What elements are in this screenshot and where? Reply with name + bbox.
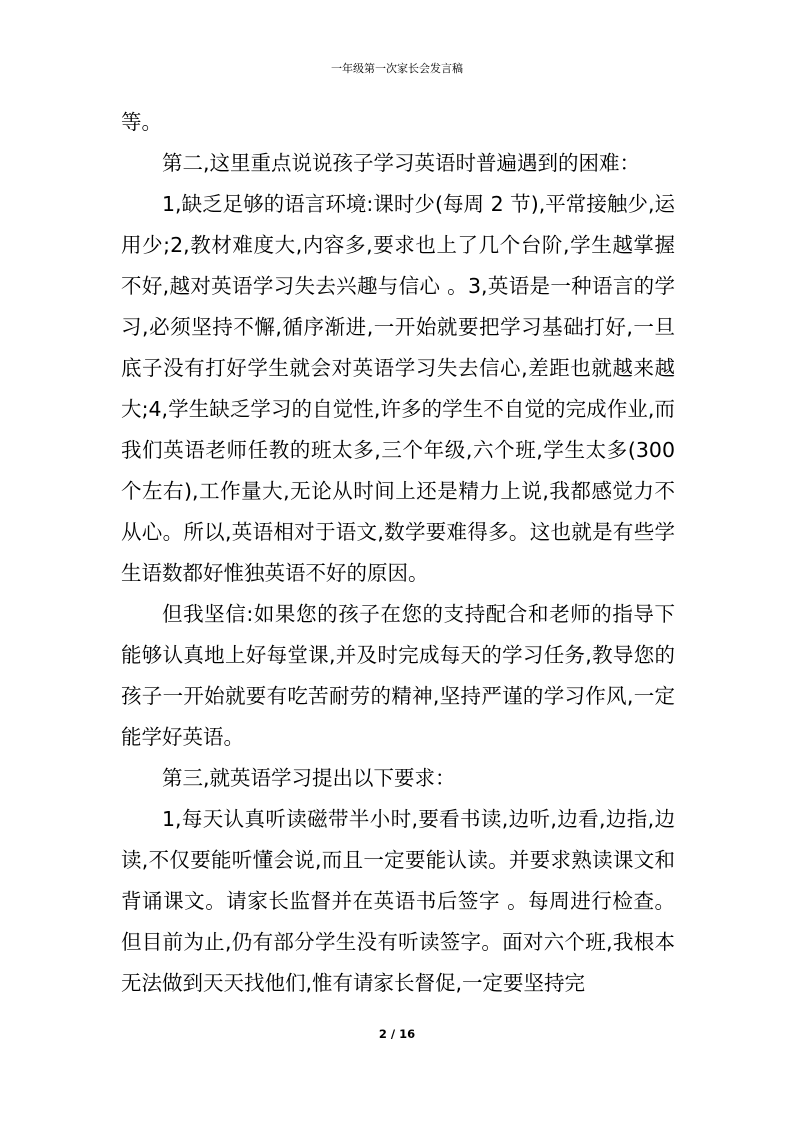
paragraph-continuation: 等。 xyxy=(121,110,162,134)
paragraph-belief: 但我坚信:如果您的孩子在您的支持配合和老师的指导下能够认真地上好每堂课,并及时完成每天的学习任务,教导您的孩子一开始就要有吃苦耐劳的精神,坚持严谨的学习作风,一定能学好英语。 xyxy=(121,602,675,749)
paragraph-section-three-heading: 第三,就英语学习提出以下要求： xyxy=(162,766,456,790)
paragraph-section-two-heading: 第二,这里重点说说孩子学习英语时普遍遇到的困难： xyxy=(162,151,641,175)
paragraph-requirement-one: 1,每天认真听读磁带半小时,要看书读,边听,边看,边指,边读,不仅要能听懂会说,而且一定要能认读。并要求熟读课文和背诵课文。请家长监督并在英语书后签字 。每周进行检查。但目前为止,仍有部分学生没有听读签字。面对六个班,我根本无法做到天天找他们,惟有请家长督促,一定要坚持完 xyxy=(121,807,675,995)
page-header-title: 一年级第一次家长会发言稿 xyxy=(331,62,463,75)
paragraph-difficulties: 1,缺乏足够的语言环境:课时少(每周 2 节),平常接触少,运用少;2,教材难度大,内容多,要求也上了几个台阶,学生越掌握不好,越对英语学习失去兴趣与信心 。3,英语是一种语言的学习,必须坚持不懈,循序渐进,一开始就要把学习基础打好,一旦底子没有打好学生就会对英语学习失去信心,差距也就越来越大;4,学生缺乏学习的自觉性,许多的学生不自觉的完成作业,而我们英语老师任教的班太多,三个年级,六个班,学生太多(300 个左右),工作量大,无论从时间上还是精力上说,我都感觉力不从心。所以,英语相对于语文,数学要难得多。这也就是有些学生语数都好惟独英语不好的原因。 xyxy=(121,192,675,585)
page-number: 2 / 16 xyxy=(378,1027,416,1041)
document-body xyxy=(121,102,675,1004)
